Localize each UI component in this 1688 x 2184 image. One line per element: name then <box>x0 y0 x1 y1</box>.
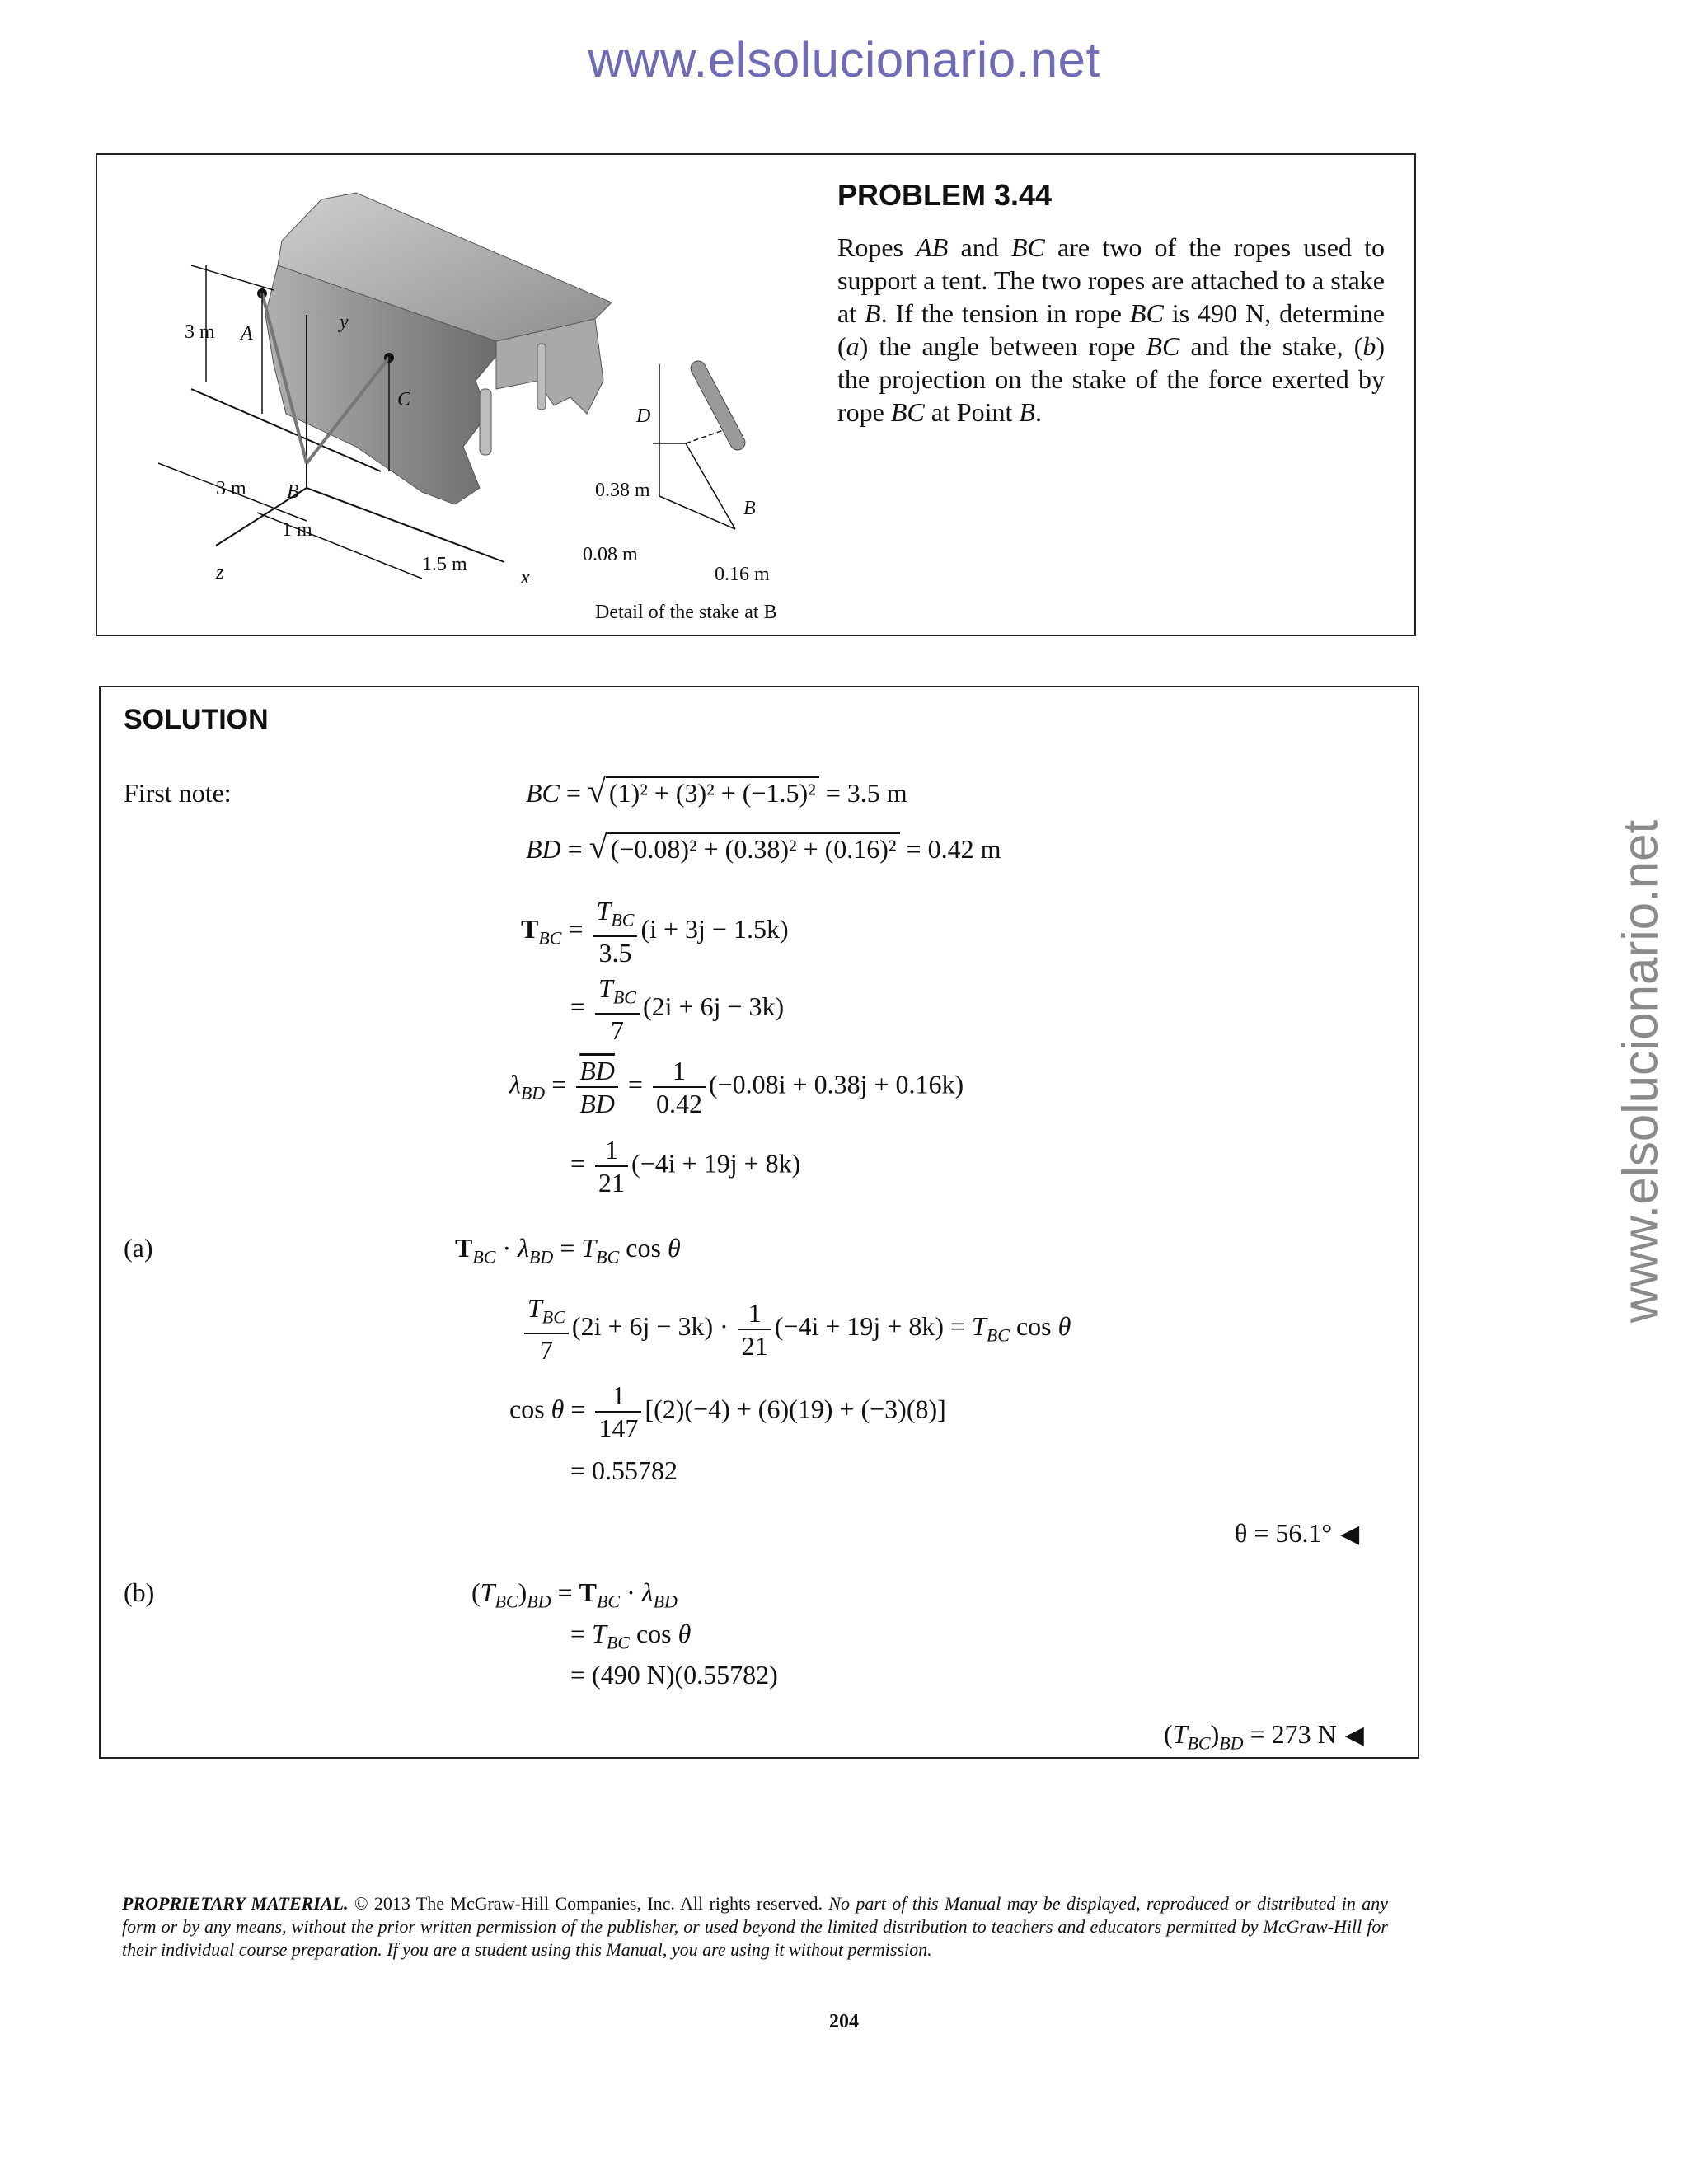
solution-title: SOLUTION <box>124 704 269 735</box>
problem-title: PROBLEM 3.44 <box>837 178 1053 212</box>
label-x: x <box>521 567 530 588</box>
label-b: B <box>287 481 299 503</box>
projection-result: $(T_{BC})_{BD} = 273$ N ◀ <box>1164 1719 1364 1754</box>
eq-cos-value: = 0.55782 <box>570 1455 678 1485</box>
first-note-label: First note: <box>124 778 232 808</box>
theta-result: θ = 56.1° ◀ <box>1235 1518 1360 1549</box>
label-stake-b: B <box>743 498 756 519</box>
eq-bd-length: BD = √ (−0.08)² + (0.38)² + (0.16)² = 0.42 m <box>526 828 1001 865</box>
tent-figure <box>109 166 818 628</box>
eq-tbc-2: = $\frac{T_{BC}}{7}$ (2i + 6j − 3k) <box>570 973 785 1046</box>
label-c: C <box>397 389 411 410</box>
eq-tbc-1: $T_{BC}$ = $\frac{T_{BC}}{3.5}$ (i + 3j − 1.5k) <box>521 896 789 968</box>
eq-bc-length: BC = √ (1)² + (3)² + (−1.5)² = 3.5 m <box>526 772 907 809</box>
label-0-38m: 0.38 m <box>595 480 650 501</box>
label-1m: 1 m <box>282 519 312 541</box>
eq-cos-theta: cos θ = $\frac{1}{147}$ [(2)(−4) + (6)(19) + (−3)(8)] <box>509 1380 946 1443</box>
part-b-label: (b) <box>124 1577 155 1607</box>
watermark-side: www.elsolucionario.net <box>1612 819 1668 1324</box>
eq-lambda-2: = $\frac{1}{21}$ (−4i + 19j + 8k) <box>570 1135 801 1197</box>
label-0-16m: 0.16 m <box>715 564 770 585</box>
figure-caption: Detail of the stake at B <box>595 602 777 623</box>
tent-pole-2 <box>537 344 546 410</box>
label-3m-horizontal: 3 m <box>216 478 246 499</box>
eq-dot-definition: $T_{BC} \cdot \lambda_{BD} = T_{BC}$ cos θ <box>455 1233 681 1268</box>
eq-lambda-1: $\lambda_{BD}$ = $\frac{\overline{BD}}{BD}$ = $\frac{1}{0.42}$ (−0.08i + 0.38j + 0.16k) <box>509 1056 964 1118</box>
label-a: A <box>241 323 253 344</box>
page-number: 204 <box>829 2011 859 2032</box>
tent-pole <box>480 389 491 455</box>
stake <box>688 359 748 452</box>
solution-box <box>99 686 1419 1759</box>
label-y: y <box>340 312 349 333</box>
label-z: z <box>216 562 224 583</box>
label-1-5m: 1.5 m <box>422 554 467 575</box>
label-0-08m: 0.08 m <box>583 544 638 565</box>
eq-projection-1: $(T_{BC})_{BD} = T_{BC} \cdot \lambda_{BD}$ <box>471 1577 678 1612</box>
watermark-top[interactable]: www.elsolucionario.net <box>588 32 1100 87</box>
problem-box <box>96 153 1416 636</box>
eq-projection-3: = (490 N)(0.55782) <box>570 1660 778 1690</box>
part-a-label: (a) <box>124 1233 153 1263</box>
problem-statement: Ropes AB and BC are two of the ropes used to support a tent. The two ropes are attached to a stake at B. If the tension in rope BC is 490 N, determine (a) the angle between rope BC and the stake, (b) the projection on the stake of the force exerted by rope BC at Point B. <box>837 232 1386 427</box>
eq-projection-2: = $T_{BC}$ cos θ <box>570 1619 692 1653</box>
footer-notice: PROPRIETARY MATERIAL. © 2013 The McGraw-Hill Companies, Inc. All rights reserved. No part of this Manual may be displayed, reproduced or distributed in any form or by any means, without the prior written permission of the publisher, or used beyond the limited distribution to teachers and educators permitted by McGraw-Hill for their individual course preparation. If you are a student using this Manual, you are using it without permission. <box>122 1893 1388 1960</box>
label-stake-d: D <box>636 405 651 427</box>
label-3m-vertical: 3 m <box>185 321 215 343</box>
eq-dot-expanded: $\frac{T_{BC}}{7}$ (2i + 6j − 3k) · $\frac{1}{21}$ $(-4i + 19j + 8k) = T_{BC}$ cos θ <box>521 1292 1071 1366</box>
